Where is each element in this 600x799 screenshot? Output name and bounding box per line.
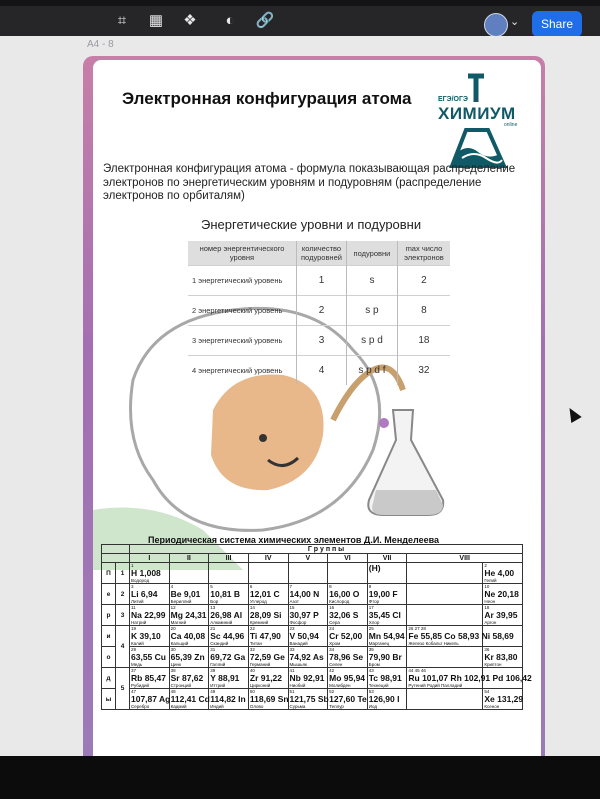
- atomic-number: 29: [131, 647, 137, 652]
- atomic-number: 48: [170, 689, 176, 694]
- table-row: [188, 326, 450, 356]
- element-name: Аргон: [484, 620, 497, 625]
- atomic-number: 33: [289, 647, 295, 652]
- element-cell: [407, 563, 483, 584]
- element-cell: [209, 626, 249, 647]
- periodic-table-title: Периодическая система химических элементов Д.И. Менделеева: [148, 535, 439, 545]
- max-electrons-cell: 8: [397, 296, 450, 326]
- element-name: Криптон: [484, 662, 502, 667]
- element-cell: [483, 605, 523, 626]
- element-name: Ниобий: [289, 683, 306, 688]
- element-name: Фосфор: [289, 620, 307, 625]
- element-cell: [209, 647, 249, 668]
- atomic-number: 43: [368, 668, 374, 673]
- element-name: Иттрий: [210, 683, 226, 688]
- element-cell: [407, 605, 483, 626]
- group-number: III: [209, 554, 249, 563]
- element-name: Сера: [329, 620, 340, 625]
- element-name: Литий: [131, 599, 144, 604]
- sublevel-count-cell: 4: [297, 356, 347, 386]
- group-number: V: [288, 554, 328, 563]
- table-row: [102, 584, 523, 605]
- element-cell: [248, 668, 288, 689]
- level-cell: 2 энергетический уровень: [188, 296, 297, 326]
- atomic-number: 54: [484, 689, 490, 694]
- element-name: Кремний: [249, 620, 269, 625]
- element-name: Бериллий: [170, 599, 192, 604]
- period-number: 3: [116, 605, 130, 626]
- element-name: Иод: [368, 704, 378, 709]
- element-symbol: 30,97 P: [289, 610, 319, 620]
- element-symbol: 26,98 Al: [210, 610, 243, 620]
- col-header: количество подуровней: [297, 241, 347, 266]
- element-symbol: Ne 20,18: [484, 589, 519, 599]
- table-row: [188, 356, 450, 386]
- element-name: Кальций: [170, 641, 189, 646]
- element-name: Натрий: [131, 620, 147, 625]
- element-name: Алюминий: [210, 620, 233, 625]
- element-symbol: Xe 131,29: [484, 694, 524, 704]
- groups-label: Г р у п п ы: [130, 545, 523, 554]
- element-cell: [483, 563, 523, 584]
- element-cell: [407, 668, 532, 689]
- element-cell: [288, 584, 328, 605]
- element-symbol: Mg 24,31: [170, 610, 207, 620]
- element-cell: [130, 647, 170, 668]
- element-cell: [483, 584, 523, 605]
- element-symbol: 12,01 C: [249, 589, 280, 599]
- group-numbers-row: [102, 554, 523, 563]
- period-letter: е: [102, 584, 116, 605]
- period-number: 5: [116, 668, 130, 710]
- element-symbol: 28,09 Si: [249, 610, 282, 620]
- element-name: Рутений Родий Палладий: [408, 683, 463, 688]
- himium-logo: [438, 74, 526, 174]
- element-cell: [209, 563, 249, 584]
- element-name: Серебро: [131, 704, 150, 709]
- max-electrons-cell: 18: [397, 326, 450, 356]
- element-name: Кадмий: [170, 704, 187, 709]
- element-cell: [328, 563, 368, 584]
- atomic-number: 11: [131, 605, 136, 610]
- element-name: Сурьма: [289, 704, 306, 709]
- atomic-number: 31: [210, 647, 216, 652]
- element-cell: [130, 563, 170, 584]
- sublevels-cell: s p: [346, 296, 397, 326]
- element-name: Кислород: [329, 599, 350, 604]
- share-button[interactable]: Share: [532, 11, 582, 37]
- element-symbol: Ru 101,07 Rh 102,91 Pd 106,42: [408, 673, 532, 683]
- element-name: Железо Кобальт Никель: [408, 641, 459, 646]
- period-letter: р: [102, 605, 116, 626]
- element-cell: [407, 584, 483, 605]
- element-symbol: Cr 52,00: [329, 631, 363, 641]
- element-cell: [288, 689, 328, 710]
- element-symbol: Rb 85,47: [131, 673, 166, 683]
- element-cell: [248, 563, 288, 584]
- table-row: [188, 266, 450, 296]
- atomic-number: 10: [484, 584, 490, 589]
- element-cell: [130, 605, 170, 626]
- element-cell: [288, 626, 328, 647]
- element-name: Бор: [210, 599, 219, 604]
- period-number: 2: [116, 584, 130, 605]
- group-number: II: [169, 554, 209, 563]
- atomic-number: 17: [368, 605, 374, 610]
- contrast-icon[interactable]: ◐: [225, 12, 235, 29]
- frame-icon[interactable]: ⌗: [117, 12, 127, 29]
- element-cell: [367, 647, 407, 668]
- element-cell: [367, 584, 407, 605]
- element-symbol: 107,87 Ag: [131, 694, 171, 704]
- atomic-number: 49: [210, 689, 216, 694]
- element-cell: [407, 626, 514, 647]
- groups-header-row: [102, 545, 523, 554]
- element-name: Галлий: [210, 662, 226, 667]
- element-symbol: 19,00 F: [368, 589, 398, 599]
- element-cell: [367, 668, 407, 689]
- element-symbol: 121,75 Sb: [289, 694, 329, 704]
- atomic-number: 36: [484, 647, 490, 652]
- atomic-number: 39: [210, 668, 216, 673]
- element-symbol: Fe 55,85 Co 58,93 Ni 58,69: [408, 631, 514, 641]
- element-symbol: Ca 40,08: [170, 631, 206, 641]
- group-number: VI: [328, 554, 368, 563]
- element-name: Ксенон: [484, 704, 500, 709]
- element-cell: [130, 584, 170, 605]
- element-symbol: Na 22,99: [131, 610, 166, 620]
- element-cell: [169, 605, 209, 626]
- atomic-number: 22: [249, 626, 255, 631]
- table-row: [102, 689, 523, 710]
- element-symbol: Ar 39,95: [484, 610, 518, 620]
- atomic-number: 1: [131, 563, 134, 568]
- element-cell: [367, 563, 407, 584]
- slide[interactable]: [93, 60, 541, 760]
- element-cell: [288, 647, 328, 668]
- element-symbol: Be 9,01: [170, 589, 201, 599]
- level-cell: 3 энергетический уровень: [188, 326, 297, 356]
- element-symbol: Mn 54,94: [368, 631, 405, 641]
- element-symbol: Tc 98,91: [368, 673, 402, 683]
- level-cell: 1 энергетический уровень: [188, 266, 297, 296]
- element-symbol: 78,96 Se: [329, 652, 364, 662]
- element-cell: [367, 689, 407, 710]
- atomic-number: 38: [170, 668, 176, 673]
- group-number: I: [130, 554, 170, 563]
- element-symbol: 14,00 N: [289, 589, 320, 599]
- element-cell: [209, 584, 249, 605]
- element-cell: [209, 605, 249, 626]
- grid-icon[interactable]: ▦: [148, 12, 164, 29]
- element-symbol: Sc 44,96: [210, 631, 245, 641]
- period-letter: ы: [102, 689, 116, 710]
- max-electrons-cell: 2: [397, 266, 450, 296]
- level-cell: 4 энергетический уровень: [188, 356, 297, 386]
- page-label[interactable]: A4 - 8: [87, 39, 114, 50]
- element-symbol: 114,82 In: [210, 694, 246, 704]
- element-cell: [248, 689, 288, 710]
- element-name: Хлор: [368, 620, 380, 625]
- atomic-number: 21: [210, 626, 216, 631]
- atomic-number: 19: [131, 626, 137, 631]
- atomic-number: 7: [289, 584, 293, 589]
- element-cell: [169, 647, 209, 668]
- element-name: Индий: [210, 704, 224, 709]
- element-name: Медь: [131, 662, 143, 667]
- element-symbol: 127,60 Te: [329, 694, 367, 704]
- element-symbol: 126,90 I: [368, 694, 400, 704]
- element-name: Титан: [249, 641, 262, 646]
- slide-title: Электронная конфигурация атома: [122, 89, 412, 108]
- element-symbol: Ti 47,90: [249, 631, 281, 641]
- element-name: Молибден: [329, 683, 351, 688]
- element-symbol: 16,00 O: [329, 589, 360, 599]
- atomic-number: 18: [484, 605, 490, 610]
- element-name: Селен: [329, 662, 343, 667]
- element-symbol: H 1,008: [131, 568, 161, 578]
- element-name: Цирконий: [249, 683, 271, 688]
- period-letter: П: [102, 563, 116, 584]
- period-number: 1: [116, 563, 130, 584]
- element-symbol: 65,39 Zn: [170, 652, 205, 662]
- atomic-number: 44 45 46: [408, 668, 426, 673]
- atomic-number: 14: [249, 605, 255, 610]
- atomic-number: 40: [249, 668, 255, 673]
- atomic-number: 9: [368, 584, 372, 589]
- element-symbol: 74,92 As: [289, 652, 324, 662]
- element-name: Технеций: [368, 683, 389, 688]
- table-row: [102, 647, 523, 668]
- element-name: Мышьяк: [289, 662, 307, 667]
- element-name: Гелий: [484, 578, 497, 583]
- element-name: Марганец: [368, 641, 390, 646]
- element-cell: [328, 647, 368, 668]
- element-name: Углерод: [249, 599, 267, 604]
- atomic-number: 37: [131, 668, 137, 673]
- atomic-number: 52: [329, 689, 335, 694]
- element-cell: [367, 626, 407, 647]
- element-name: Калий: [131, 641, 144, 646]
- atomic-number: 41: [289, 668, 295, 673]
- element-name: Хром: [329, 641, 341, 646]
- element-name: Азот: [289, 599, 299, 604]
- element-symbol: Li 6,94: [131, 589, 158, 599]
- atomic-number: 20: [170, 626, 176, 631]
- element-name: Рубидий: [131, 683, 150, 688]
- atomic-number: 5: [210, 584, 213, 589]
- table-row: [102, 626, 523, 647]
- group-number: VIII: [407, 554, 523, 563]
- element-symbol: (H): [368, 563, 381, 573]
- atomic-number: 42: [329, 668, 335, 673]
- atomic-number: 15: [289, 605, 295, 610]
- table-row: [102, 668, 523, 689]
- link-icon[interactable]: 🔗: [255, 12, 275, 29]
- element-symbol: V 50,94: [289, 631, 319, 641]
- element-cell: [248, 626, 288, 647]
- element-cell: [169, 668, 209, 689]
- element-name: Водород: [131, 578, 150, 583]
- element-name: Магний: [170, 620, 187, 625]
- atomic-number: 23: [289, 626, 295, 631]
- element-cell: [130, 626, 170, 647]
- group-number: IV: [248, 554, 288, 563]
- element-symbol: 118,69 Sn: [249, 694, 289, 704]
- sublevels-cell: s: [346, 266, 397, 296]
- period-letter: и: [102, 626, 116, 647]
- atomic-number: 26 27 28: [408, 626, 426, 631]
- element-symbol: Y 88,91: [210, 673, 240, 683]
- logo-sub-text: online: [504, 122, 518, 128]
- element-symbol: Kr 83,80: [484, 652, 518, 662]
- element-symbol: K 39,10: [131, 631, 161, 641]
- element-symbol: 79,90 Br: [368, 652, 402, 662]
- element-name: Стронций: [170, 683, 192, 688]
- atomic-number: 51: [289, 689, 295, 694]
- atomic-number: 16: [329, 605, 335, 610]
- sublevel-count-cell: 2: [297, 296, 347, 326]
- periodic-table: [101, 544, 532, 760]
- element-cell: [367, 605, 407, 626]
- element-symbol: 69,72 Ga: [210, 652, 246, 662]
- period-number: 4: [116, 626, 130, 668]
- atomic-number: 35: [368, 647, 374, 652]
- component-icon[interactable]: ❖: [183, 12, 197, 29]
- atomic-number: 6: [249, 584, 253, 589]
- sublevel-count-cell: 1: [297, 266, 347, 296]
- table-row: [102, 605, 523, 626]
- atomic-number: 2: [484, 563, 487, 568]
- element-name: Цинк: [170, 662, 181, 667]
- element-cell: [288, 668, 328, 689]
- sublevels-cell: s p d: [346, 326, 397, 356]
- period-letter: о: [102, 647, 116, 668]
- group-number: VII: [367, 554, 407, 563]
- element-symbol: Sr 87,62: [170, 673, 204, 683]
- element-cell: [483, 689, 523, 710]
- element-cell: [209, 668, 249, 689]
- atomic-number: 4: [170, 584, 174, 589]
- atomic-number: 30: [170, 647, 176, 652]
- atomic-number: 25: [368, 626, 374, 631]
- element-cell: [328, 605, 368, 626]
- element-cell: [248, 584, 288, 605]
- element-cell: [169, 689, 209, 710]
- element-cell: [248, 605, 288, 626]
- element-name: Ванадий: [289, 641, 308, 646]
- logo-main-text: ХИМИУМ: [438, 104, 516, 123]
- user-avatar[interactable]: [484, 13, 508, 37]
- table-row: [102, 563, 523, 584]
- element-symbol: 35,45 Cl: [368, 610, 401, 620]
- atomic-number: 34: [329, 647, 335, 652]
- atomic-number: 53: [368, 689, 374, 694]
- element-cell: [288, 605, 328, 626]
- element-cell: [130, 668, 170, 689]
- element-cell: [169, 626, 209, 647]
- element-symbol: 10,81 B: [210, 589, 241, 599]
- element-cell: [130, 689, 170, 710]
- element-name: Теллур: [329, 704, 344, 709]
- element-cell: [248, 647, 288, 668]
- element-cell: [328, 668, 368, 689]
- energy-levels-table: [188, 241, 450, 385]
- max-electrons-cell: 32: [397, 356, 450, 386]
- element-symbol: Mo 95,94: [329, 673, 366, 683]
- element-symbol: Nb 92,91: [289, 673, 325, 683]
- atomic-number: 8: [329, 584, 332, 589]
- col-header: подуровни: [346, 241, 397, 266]
- period-letter: д: [102, 668, 116, 689]
- atomic-number: 50: [249, 689, 255, 694]
- atomic-number: 24: [329, 626, 335, 631]
- element-cell: [328, 584, 368, 605]
- element-symbol: He 4,00: [484, 568, 515, 578]
- atomic-number: 12: [170, 605, 176, 610]
- element-symbol: 63,55 Cu: [131, 652, 166, 662]
- levels-subtitle: Энергетические уровни и подуровни: [201, 217, 422, 232]
- atomic-number: 47: [131, 689, 137, 694]
- element-symbol: 32,06 S: [329, 610, 359, 620]
- sublevel-count-cell: 3: [297, 326, 347, 356]
- element-cell: [407, 647, 483, 668]
- element-cell: [328, 626, 368, 647]
- element-symbol: 112,41 Cd: [170, 694, 210, 704]
- element-cell: [169, 584, 209, 605]
- element-cell: [209, 689, 249, 710]
- element-name: Германий: [249, 662, 271, 667]
- element-symbol: 72,59 Ge: [249, 652, 285, 662]
- design-canvas[interactable]: [0, 36, 600, 756]
- atomic-number: 13: [210, 605, 216, 610]
- element-name: Неон: [484, 599, 496, 604]
- atomic-number: 32: [249, 647, 255, 652]
- editor-toolbar: [0, 6, 600, 36]
- element-cell: [288, 563, 328, 584]
- logo-top-text: ЕГЭ/ОГЭ: [438, 96, 468, 103]
- device-bezel-bottom: [0, 756, 600, 799]
- element-name: Скандий: [210, 641, 229, 646]
- element-cell: [328, 689, 368, 710]
- element-cell: [483, 647, 523, 668]
- sublevels-cell: s p d f: [346, 356, 397, 386]
- element-symbol: Zr 91,22: [249, 673, 283, 683]
- element-name: Фтор: [368, 599, 380, 604]
- element-cell: [169, 563, 209, 584]
- chevron-down-icon[interactable]: ⌄: [510, 16, 520, 28]
- col-header: max число электронов: [397, 241, 450, 266]
- element-cell: [407, 689, 483, 710]
- definition-text: Электронная конфигурация атома - формула показывающая распределение электронов по энергетическим уровням и подуровням (распределение электронов по орбиталям): [103, 163, 516, 202]
- table-row: [188, 296, 450, 326]
- atomic-number: 3: [131, 584, 134, 589]
- element-name: Бром: [368, 662, 380, 667]
- col-header: номер энергентического уровня: [188, 241, 297, 266]
- element-name: Олово: [249, 704, 264, 709]
